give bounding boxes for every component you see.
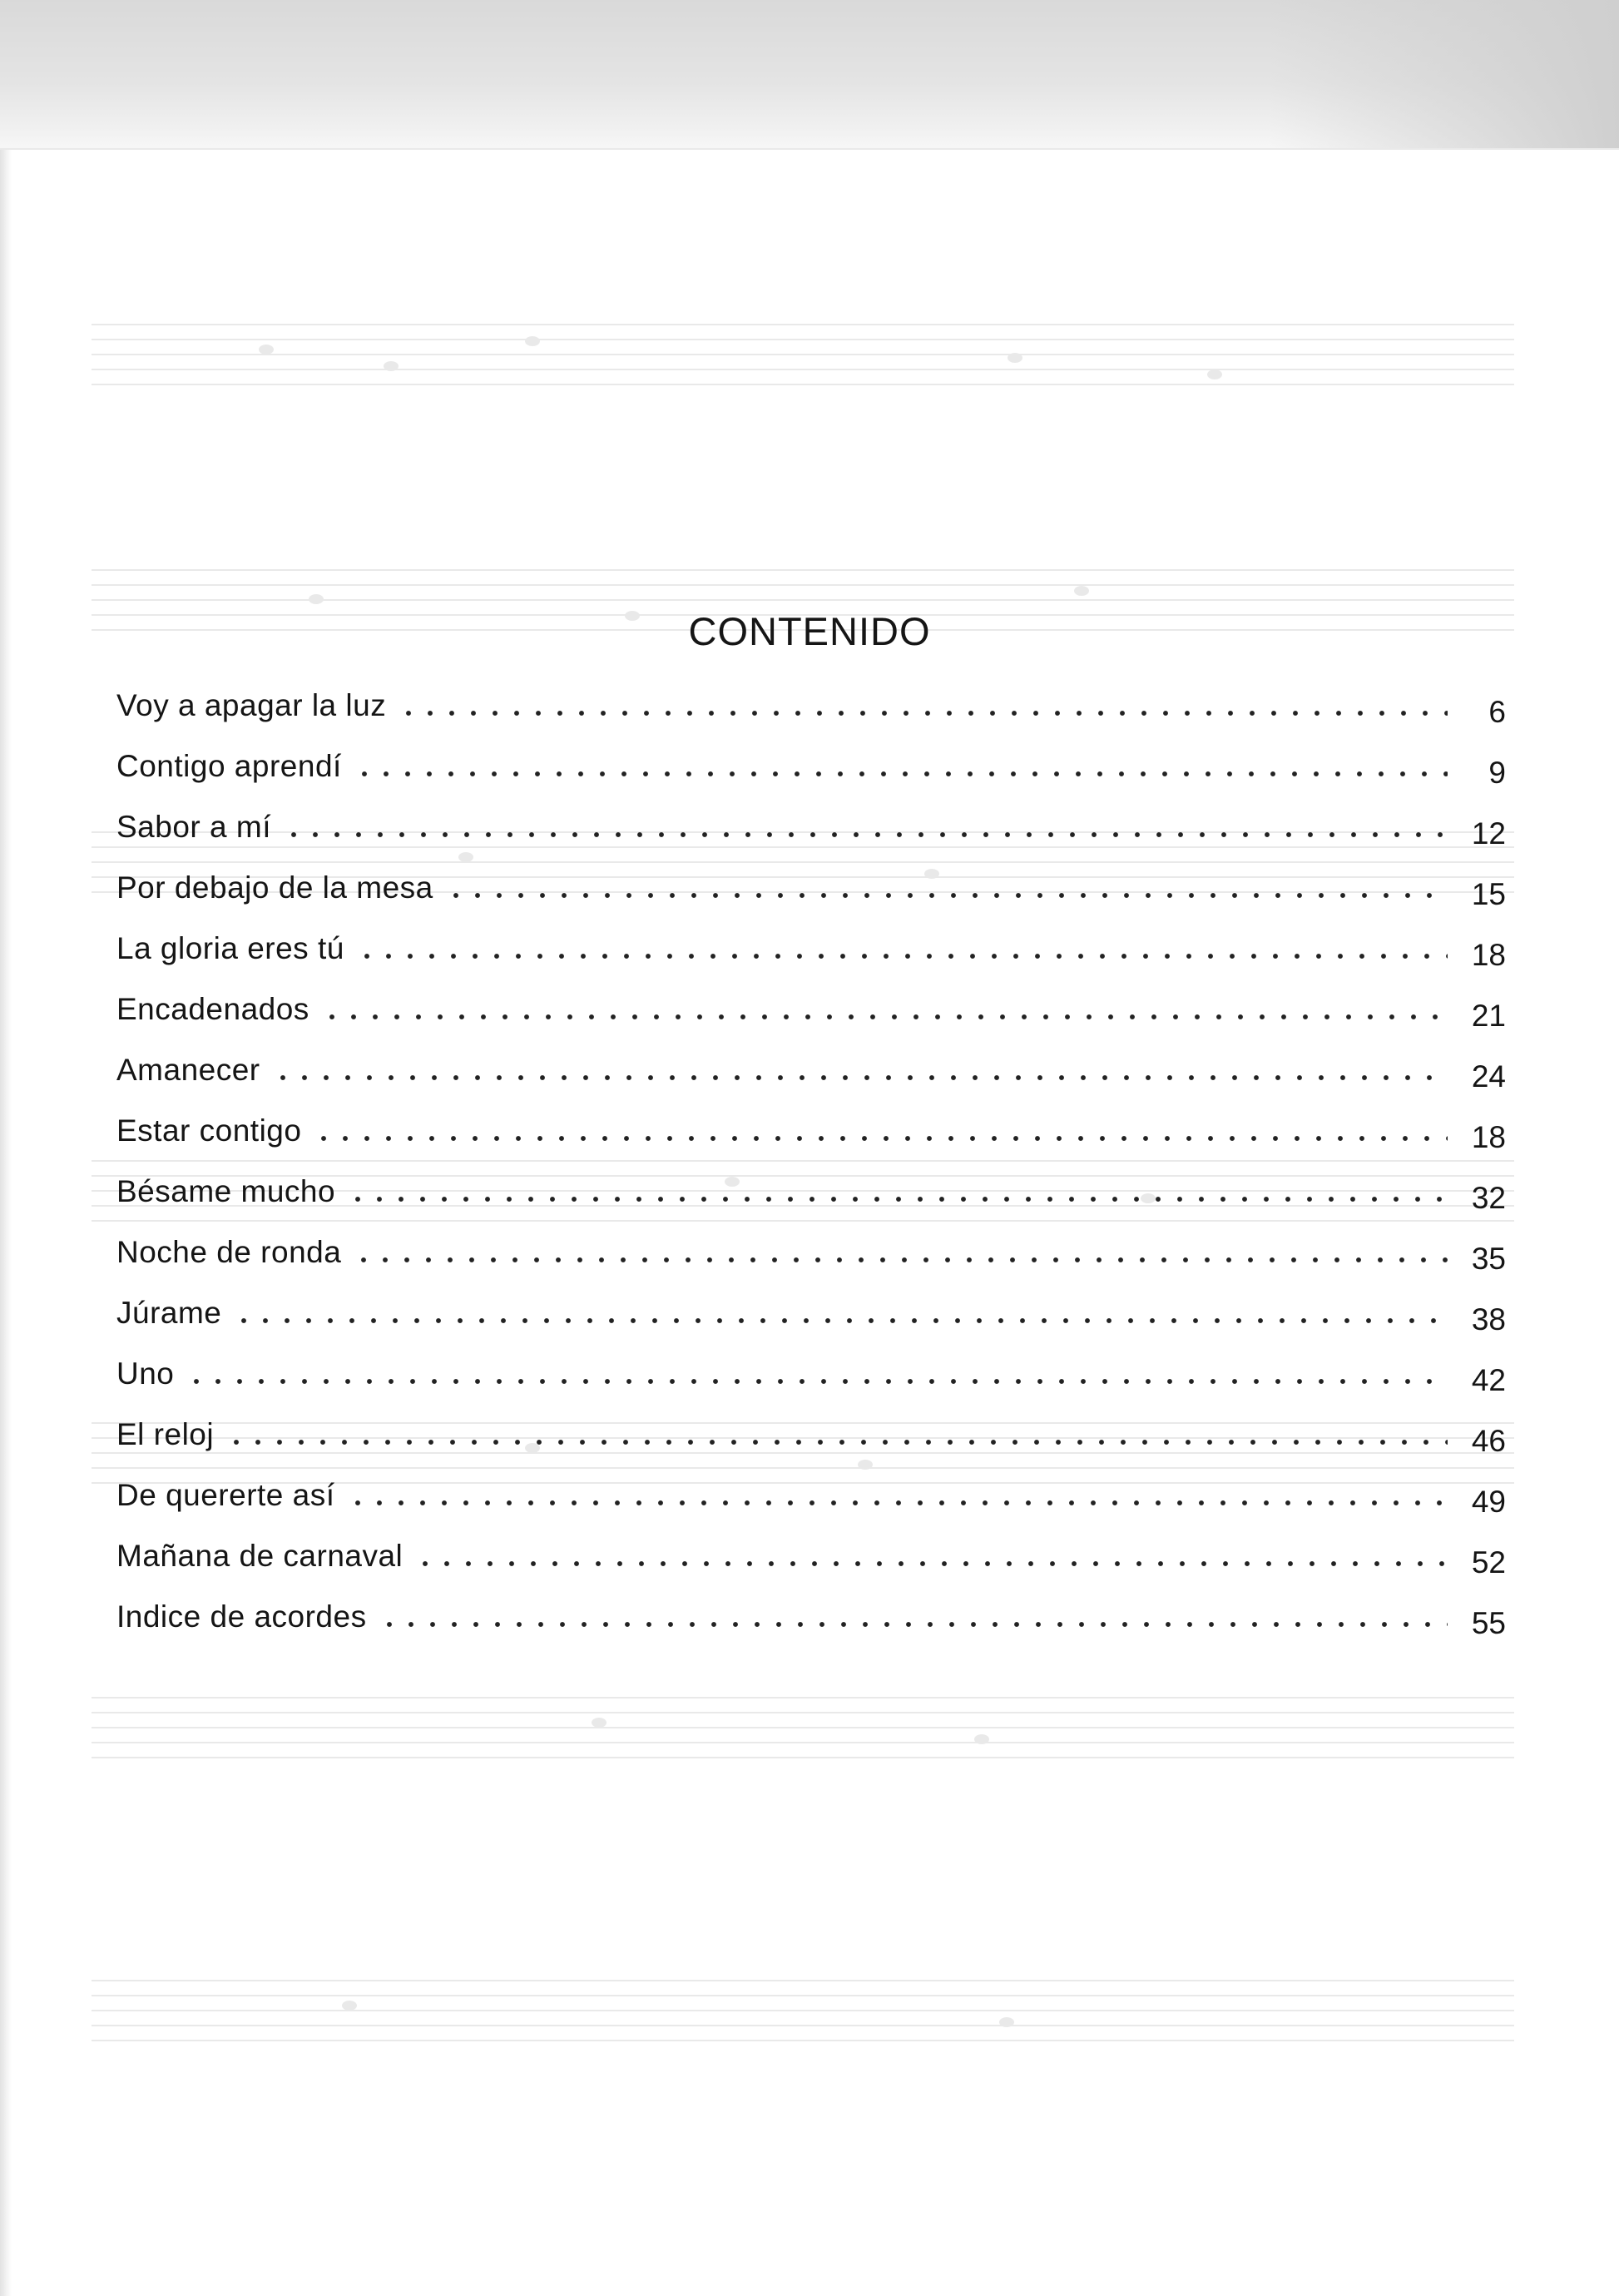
toc-entry[interactable] [116, 1087, 1506, 1154]
dot-leader [272, 1074, 1448, 1082]
toc-entry-page-number: 52 [1471, 1545, 1506, 1579]
dot-leader [354, 770, 1448, 778]
toc-entry[interactable] [116, 905, 1506, 972]
toc-entry[interactable] [116, 1512, 1506, 1579]
toc-entry[interactable] [116, 783, 1506, 850]
toc-entry[interactable] [116, 1269, 1506, 1336]
dot-leader [379, 1620, 1448, 1629]
toc-entry-page-number: 46 [1471, 1424, 1506, 1458]
toc-entry-page-number: 38 [1471, 1302, 1506, 1336]
toc-entry[interactable] [116, 1330, 1506, 1397]
dot-leader [347, 1195, 1448, 1203]
toc-entry-title: Estar contigo [116, 1113, 302, 1148]
toc-entry-page-number: 6 [1488, 695, 1506, 729]
toc-entry[interactable] [116, 722, 1506, 790]
toc-entry-title: Júrame [116, 1296, 222, 1330]
toc-entry-title: Contigo aprendí [116, 749, 342, 783]
table-of-contents [116, 662, 1506, 1640]
toc-entry-page-number: 21 [1471, 999, 1506, 1033]
dot-leader [321, 1013, 1448, 1021]
dot-leader [186, 1377, 1448, 1386]
toc-entry-title: Mañana de carnaval [116, 1539, 404, 1573]
toc-entry[interactable] [116, 1391, 1506, 1458]
toc-entry-page-number: 12 [1471, 816, 1506, 850]
dot-leader [233, 1317, 1448, 1325]
dot-leader [398, 709, 1448, 717]
toc-entry-page-number: 35 [1471, 1242, 1506, 1276]
toc-entry-title: De quererte así [116, 1478, 335, 1512]
dot-leader [225, 1438, 1448, 1446]
toc-entry[interactable] [116, 1208, 1506, 1276]
page-title: CONTENIDO [688, 609, 931, 654]
toc-entry-page-number: 42 [1471, 1363, 1506, 1397]
toc-entry-title: El reloj [116, 1417, 215, 1451]
toc-entry[interactable] [116, 662, 1506, 729]
toc-entry-title: La gloria eres tú [116, 931, 344, 965]
toc-entry-title: Encadenados [116, 992, 309, 1026]
toc-entry-title: Amanecer [116, 1053, 260, 1087]
dot-leader [353, 1256, 1448, 1264]
dot-leader [414, 1560, 1448, 1568]
toc-entry-title: Por debajo de la mesa [116, 870, 433, 905]
toc-entry-page-number: 24 [1471, 1059, 1506, 1093]
dot-leader [356, 952, 1448, 960]
toc-entry-page-number: 15 [1471, 877, 1506, 911]
toc-entry-page-number: 18 [1471, 938, 1506, 972]
toc-entry[interactable] [116, 1148, 1506, 1215]
dot-leader [347, 1499, 1448, 1507]
toc-entry-page-number: 49 [1471, 1485, 1506, 1519]
toc-entry[interactable] [116, 1573, 1506, 1640]
toc-entry-title: Bésame mucho [116, 1174, 336, 1208]
toc-entry-page-number: 18 [1471, 1120, 1506, 1154]
toc-entry-page-number: 32 [1471, 1181, 1506, 1215]
toc-entry-title: Sabor a mí [116, 810, 271, 844]
toc-entry-title: Noche de ronda [116, 1235, 342, 1269]
dot-leader [445, 891, 1448, 900]
dot-leader [313, 1134, 1448, 1143]
toc-entry-page-number: 55 [1471, 1606, 1506, 1640]
dot-leader [283, 831, 1448, 839]
toc-entry[interactable] [116, 965, 1506, 1033]
toc-entry[interactable] [116, 1451, 1506, 1519]
toc-entry-title: Indice de acordes [116, 1599, 367, 1634]
toc-entry[interactable] [116, 1026, 1506, 1093]
toc-entry-title: Uno [116, 1356, 175, 1391]
toc-entry-page-number: 9 [1488, 756, 1506, 790]
toc-entry-title: Voy a apagar la luz [116, 688, 387, 722]
toc-entry[interactable] [116, 844, 1506, 911]
